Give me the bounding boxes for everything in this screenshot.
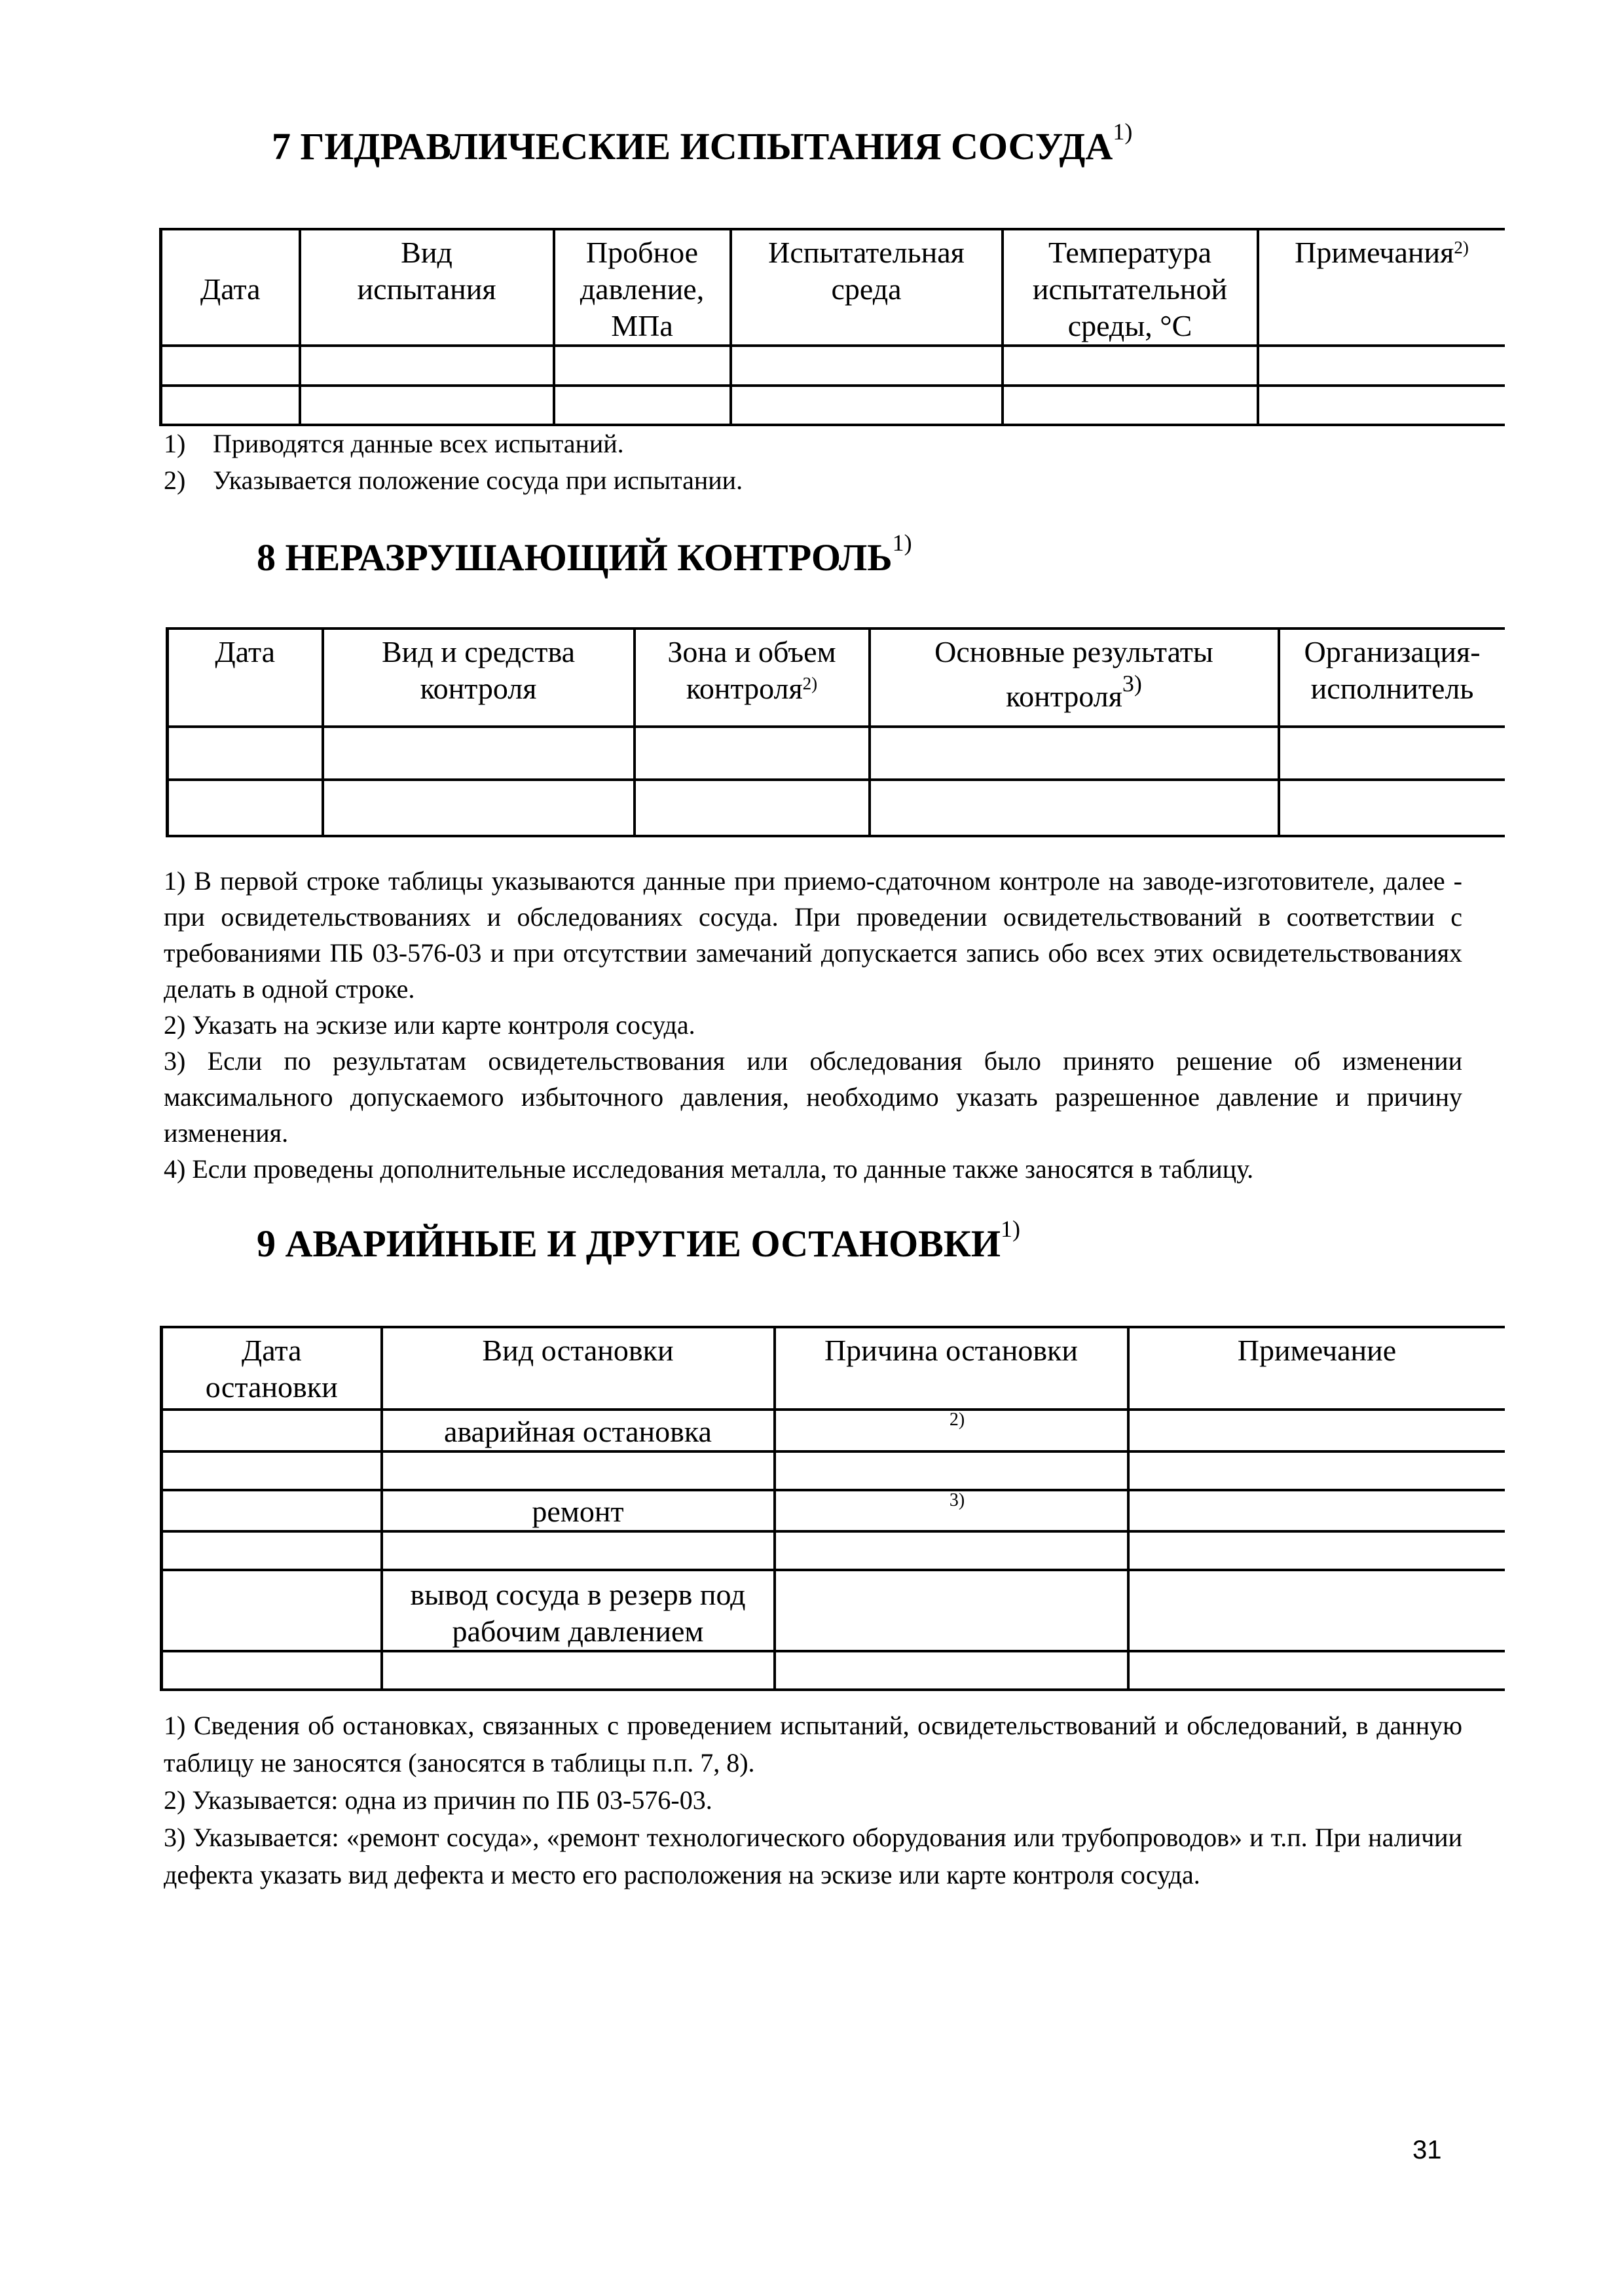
cell[interactable]	[635, 727, 870, 780]
cell[interactable]	[775, 1531, 1128, 1570]
header-shutdown-date: Дата остановки	[162, 1327, 382, 1410]
cell[interactable]	[775, 1451, 1128, 1490]
footnote: 2) Указывается: одна из причин по ПБ 03-576-03.	[164, 1785, 712, 1815]
cell[interactable]	[1128, 1531, 1505, 1570]
table-row	[161, 386, 1505, 425]
cell[interactable]	[161, 386, 300, 425]
footnote: 1) В первой строке таблицы указываются данные при приемо-сдаточном контроле на заводе-изготовителе, далее - при освидетельствованиях и обследованиях сосуда. При проведении освидетельствований в соответствии с требованиями ПБ 03-576-03 и при отсутствии замечаний допускается запись обо всех этих освидетельствованиях делать в одной строке.	[164, 866, 1462, 1004]
cell[interactable]	[382, 1451, 775, 1490]
cell[interactable]	[775, 1651, 1128, 1690]
header-shutdown-reason: Причина остановки	[775, 1327, 1128, 1410]
header-notes: Примечания$^{2)}$	[1258, 229, 1505, 346]
cell[interactable]	[1258, 386, 1505, 425]
section-8-title	[257, 530, 912, 579]
cell[interactable]	[1279, 727, 1505, 780]
cell[interactable]	[162, 1451, 382, 1490]
table-row	[168, 780, 1505, 836]
footnote-ref: 1)	[1113, 118, 1133, 145]
header-test-pressure: Пробное давление, МПа	[554, 229, 731, 346]
cell[interactable]	[1258, 346, 1505, 386]
reason-cell[interactable]: 2)	[775, 1410, 1128, 1451]
header-date: Дата	[161, 229, 300, 346]
cell[interactable]	[1128, 1451, 1505, 1490]
cell[interactable]	[554, 386, 731, 425]
table-row	[162, 1410, 1505, 1451]
section-7-footnotes	[164, 426, 743, 499]
cell[interactable]	[1003, 346, 1258, 386]
cell[interactable]	[635, 780, 870, 836]
footnote: 4) Если проведены дополнительные исследования металла, то данные также заносятся в таблицу.	[164, 1154, 1254, 1184]
footnote-ref: 1)	[892, 530, 912, 556]
footnote: 3) Указывается: «ремонт сосуда», «ремонт технологического оборудования или трубопроводов» и т.п. При наличии дефекта указать вид дефекта и место его расположения на эскизе или карте контроля сосуда.	[164, 1823, 1462, 1889]
table-row	[162, 1490, 1505, 1531]
footnote: 1) Приводятся данные всех испытаний.	[164, 429, 624, 458]
header-note: Примечание	[1128, 1327, 1505, 1410]
header-zone-scope: Зона и объем контроля$^{2)}$	[635, 629, 870, 727]
cell[interactable]	[323, 780, 635, 836]
table-header-row	[161, 229, 1505, 346]
shutdown-type-cell: вывод сосуда в резерв под рабочим давлением	[382, 1570, 775, 1651]
section-9-footnotes	[164, 1707, 1462, 1893]
header-organization: Организация- исполнитель	[1279, 629, 1505, 727]
cell[interactable]	[870, 727, 1279, 780]
header-test-type: Вид испытания	[300, 229, 554, 346]
cell[interactable]	[382, 1531, 775, 1570]
cell[interactable]	[162, 1490, 382, 1531]
cell[interactable]	[775, 1570, 1128, 1651]
footnote: 2) Указывается положение сосуда при испытании.	[164, 465, 743, 495]
table-row	[162, 1651, 1505, 1690]
page-number: 31	[1412, 2136, 1442, 2164]
section-9-title-text: 9 АВАРИЙНЫЕ И ДРУГИЕ ОСТАНОВКИ	[257, 1222, 1001, 1265]
cell[interactable]	[554, 346, 731, 386]
header-results: Основные результаты контроля$^{3)}$	[870, 629, 1279, 727]
header-method: Вид и средства контроля	[323, 629, 635, 727]
cell[interactable]	[1279, 780, 1505, 836]
header-medium-temperature: Температура испытательной среды, °С	[1003, 229, 1258, 346]
cell[interactable]	[162, 1570, 382, 1651]
cell[interactable]	[168, 780, 323, 836]
cell[interactable]	[1003, 386, 1258, 425]
section-7-title-text: 7 ГИДРАВЛИЧЕСКИЕ ИСПЫТАНИЯ СОСУДА	[272, 125, 1113, 168]
table-row	[162, 1570, 1505, 1651]
cell[interactable]	[1128, 1651, 1505, 1690]
cell[interactable]	[162, 1410, 382, 1451]
cell[interactable]	[731, 346, 1003, 386]
section-9-title	[257, 1216, 1020, 1266]
table-row	[161, 346, 1505, 386]
shutdown-type-cell: ремонт	[382, 1490, 775, 1531]
table-header-row	[162, 1327, 1505, 1410]
cell[interactable]	[161, 346, 300, 386]
cell[interactable]	[300, 386, 554, 425]
table-row	[162, 1451, 1505, 1490]
footnote: 2) Указать на эскизе или карте контроля сосуда.	[164, 1010, 695, 1040]
section-8-footnotes	[164, 863, 1462, 1187]
reason-cell[interactable]: 3)	[775, 1490, 1128, 1531]
cell[interactable]	[323, 727, 635, 780]
cell[interactable]	[1128, 1410, 1505, 1451]
cell[interactable]	[1128, 1490, 1505, 1531]
cell[interactable]	[870, 780, 1279, 836]
shutdowns-table	[160, 1326, 1505, 1691]
section-7-title	[272, 118, 1133, 168]
footnote: 1) Сведения об остановках, связанных с проведением испытаний, освидетельствований и обследований, в данную таблицу не заносятся (заносятся в таблицы п.п. 7, 8).	[164, 1711, 1462, 1777]
header-test-medium: Испытательная среда	[731, 229, 1003, 346]
footnote-ref: 1)	[1000, 1216, 1020, 1242]
table-header-row	[168, 629, 1505, 727]
cell[interactable]	[162, 1531, 382, 1570]
cell[interactable]	[1128, 1570, 1505, 1651]
cell[interactable]	[162, 1651, 382, 1690]
footnote: 3) Если по результатам освидетельствования или обследования было принято решение об изменении максимального допускаемого избыточного давления, необходимо указать разрешенное давление и причину изменения.	[164, 1046, 1462, 1148]
ndt-table	[166, 627, 1505, 837]
cell[interactable]	[300, 346, 554, 386]
shutdown-type-cell: аварийная остановка	[382, 1410, 775, 1451]
header-date: Дата	[168, 629, 323, 727]
hydraulic-tests-table	[159, 228, 1505, 426]
header-shutdown-type: Вид остановки	[382, 1327, 775, 1410]
table-row	[168, 727, 1505, 780]
cell[interactable]	[382, 1651, 775, 1690]
section-8-title-text: 8 НЕРАЗРУШАЮЩИЙ КОНТРОЛЬ	[257, 536, 893, 579]
cell[interactable]	[168, 727, 323, 780]
table-row	[162, 1531, 1505, 1570]
cell[interactable]	[731, 386, 1003, 425]
